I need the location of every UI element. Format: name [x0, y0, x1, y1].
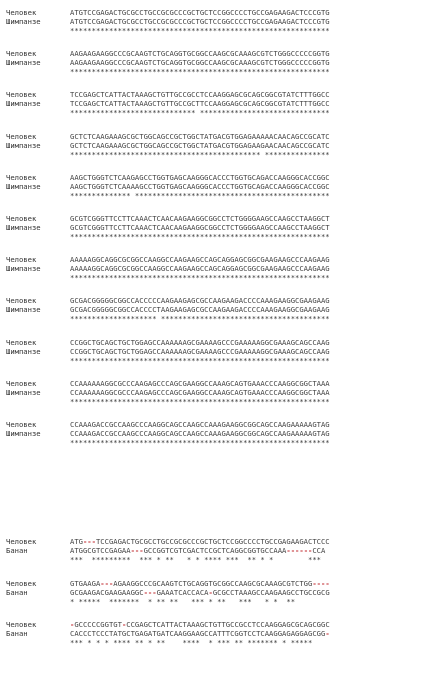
- sequence-text: CCAAAGACCGCCAAGCCCAAGGCAGCCAAGCCAAAGAAGGCGGCAGCCAAGAAAAAGTAG: [70, 429, 330, 438]
- sequence-text: [70, 588, 330, 597]
- sequence-text: AAGAAGAAGGCCCGCAAGTCTGCAGGTGCGGCCAAGCGCAAAGCGTCTGGGCCCCCGGTG: [70, 58, 330, 68]
- sequence-row: [6, 255, 330, 264]
- sequence-text: ATGTCCGAGACTGCGCCTGCCGCGCCCGCTGCTCCGGCCCCTGCCGAGAAGACTCCCGTG: [70, 8, 330, 17]
- species-label: Человек: [6, 214, 37, 223]
- species-label: Человек: [6, 8, 37, 17]
- sequence-row: [6, 388, 330, 397]
- sequence-text: AAGCTGGGTCTCAAAAGCCTGGTGAGCAAGGGCACCCTGGTGCAGACCAAGGGCACCGGC: [70, 181, 330, 191]
- species-label: Шимпанзе: [6, 387, 41, 397]
- alignment-block: [6, 132, 330, 159]
- sequence-text: GCGTCGGGTTCCTTCAAACTCAACAAGAAGGCGGCCTCTGGGGAAGCCAAGCCTAAGGCT: [70, 223, 330, 232]
- alignment-block: [6, 579, 330, 606]
- conservation-row: [6, 438, 330, 447]
- gap-segment: ------: [286, 546, 313, 555]
- sequence-row: [6, 99, 330, 108]
- sequence-text: AAAAAGGCAGGCGCGGCCAAGGCCAAGAAGCCAGCAGGAGCGGCGAAGAAGCCCAAGAAG: [70, 255, 330, 265]
- species-label: Человек: [6, 296, 37, 306]
- sequence-text: CCGGCTGCAGCTGCTGGAGCCAAAAAAGCGAAAAGCCCGAAAAAGGCGAAAGCAGCCAAG: [70, 337, 330, 347]
- conservation-stars: ************** *********************************************: [70, 190, 330, 200]
- conservation-row: [6, 150, 330, 159]
- alignment-block: [6, 338, 330, 365]
- sequence-row: [6, 49, 330, 58]
- conservation-row: [6, 67, 330, 76]
- gap-segment: -: [208, 587, 213, 597]
- species-label: Шимпанзе: [6, 181, 41, 191]
- gap-segment: ----: [312, 578, 330, 588]
- sequence-text: ATGTCCGAGACTGCGCCTGCCGCGCCCGCTGCTCCGGCCCCTGCCGAGAAGACTCCCGTG: [70, 17, 330, 26]
- label-spacer: [6, 555, 70, 564]
- sequence-text: [70, 620, 330, 629]
- sequence-row: [6, 379, 330, 388]
- conservation-row: [6, 555, 330, 564]
- gap-segment: -: [121, 620, 127, 629]
- sequence-row: [6, 579, 330, 588]
- species-label: Шимпанзе: [6, 264, 41, 274]
- sequence-row: [6, 223, 330, 232]
- species-label: Шимпанзе: [6, 346, 41, 356]
- species-label: Шимпанзе: [6, 140, 41, 150]
- sequence-row: [6, 8, 330, 17]
- sequence-row: [6, 90, 330, 99]
- species-label: Банан: [6, 629, 28, 638]
- sequence-segment: CACCCTCCCTATGCTGAGATGATCAAGGAAGCCATTTCGGTCCTCAAGGAGAGGAGCGG: [70, 629, 326, 638]
- sequence-segment: GCCGGTCGTCGACTCCGCTCAGGCGGTGCCAAA: [143, 546, 287, 555]
- sequence-text: [70, 579, 330, 588]
- label-spacer: [6, 438, 70, 447]
- alignment-block: [6, 620, 330, 647]
- conservation-stars: ************************************************************: [70, 438, 330, 447]
- sequence-row: [6, 132, 330, 141]
- conservation-row: [6, 356, 330, 365]
- sequence-row: [6, 305, 330, 314]
- conservation-stars: ***************************** ******************************: [70, 108, 330, 118]
- sequence-segment: GCCCCCGGTGT: [74, 620, 122, 629]
- alignment-block: [6, 214, 330, 241]
- species-label: Человек: [6, 378, 37, 388]
- sequence-text: GCGACGGGGGCGGCCACCCCCAAGAAGAGCGCCAAGAAGACCCCAAAGAAGGCGAAGAAG: [70, 296, 330, 306]
- conservation-stars: ******************************************** ***************: [70, 149, 330, 159]
- alignment-block: [6, 173, 330, 200]
- sequence-segment: GAAATCACCACA: [156, 587, 209, 597]
- species-label: Человек: [6, 90, 37, 100]
- alignment-block: [6, 255, 330, 282]
- sequence-text: CCAAAGACCGCCAAGCCCAAGGCAGCCAAGCCAAAGAAGGCGGCAGCCAAGAAAAAGTAG: [70, 420, 330, 429]
- sequence-segment: TCCGAGACTGCGCCTGCCGCGCCCGCTGCTCCGGCCCCTGCCGAGAAGACTCCC: [95, 537, 330, 546]
- species-label: Человек: [6, 131, 37, 141]
- sequence-row: [6, 173, 330, 182]
- sequence-text: [70, 546, 330, 555]
- sequence-row: [6, 620, 330, 629]
- sequence-row: [6, 214, 330, 223]
- sequence-row: [6, 420, 330, 429]
- conservation-row: [6, 191, 330, 200]
- species-label: Банан: [6, 587, 28, 597]
- sequence-text: TCCGAGCTCATTACTAAAGCTGTTGCCGCTTCCAAGGAGCGCAGCGGCGTATCTTTGGCC: [70, 99, 330, 109]
- sequence-row: [6, 629, 330, 638]
- label-spacer: [6, 232, 70, 241]
- species-label: Шимпанзе: [6, 58, 41, 68]
- sequence-text: CCGGCTGCAGCTGCTGGAGCCAAAAAAGCGAAAAGCCCGAAAAAGGCGAAAGCAGCCAAG: [70, 346, 330, 356]
- label-spacer: [6, 397, 70, 406]
- species-label: Шимпанзе: [6, 17, 41, 26]
- conservation-stars: ************************************************************: [70, 232, 330, 241]
- label-spacer: [6, 597, 70, 606]
- conservation-stars: ************************************************************: [70, 26, 330, 35]
- sequence-text: AAAAAGGCAGGCGCGGCCAAGGCCAAGAAGCCAGCAGGAGCGGCGAAGAAGCCCAAGAAG: [70, 264, 330, 274]
- conservation-row: [6, 108, 330, 117]
- sequence-segment: GTGAAGA: [70, 578, 101, 588]
- conservation-row: [6, 597, 330, 606]
- species-label: Человек: [6, 578, 37, 588]
- sequence-row: [6, 17, 330, 26]
- alignment-block: [6, 420, 330, 447]
- sequence-row: [6, 264, 330, 273]
- alignment-block: [6, 537, 330, 564]
- sequence-text: GCTCTCAAGAAAGCGCTGGCAGCCGCTGGCTATGACGTGGAGAAAAACAACAGCCGCATC: [70, 131, 330, 141]
- gap-segment: ---: [143, 587, 157, 597]
- sequence-segment: GCGCCTAAAGCCAAGAAGCCTGCCGCG: [212, 587, 330, 597]
- sequence-text: CCAAAAAAGGCGCCCAAGAGCCCAGCGAAGGCCAAAGCAGTGAAACCCAAGGCGGCTAAA: [70, 378, 330, 388]
- alignment-block: [6, 8, 330, 35]
- conservation-stars: ************************************************************: [70, 396, 330, 406]
- sequence-text: CCAAAAAAGGCGCCCAAGAGCCCAGCGAAGGCCAAAGCAGTGAAACCCAAGGCGGCTAAA: [70, 387, 330, 397]
- label-spacer: [6, 150, 70, 159]
- conservation-row: [6, 397, 330, 406]
- conservation-row: [6, 232, 330, 241]
- species-label: Человек: [6, 337, 37, 347]
- species-label: Человек: [6, 255, 37, 265]
- species-label: Шимпанзе: [6, 99, 41, 109]
- species-label: Человек: [6, 172, 37, 182]
- sequence-segment: CCA: [312, 546, 326, 555]
- label-spacer: [6, 191, 70, 200]
- sequence-segment: ATG: [70, 537, 83, 546]
- conservation-row: [6, 273, 330, 282]
- alignment-block: [6, 379, 330, 406]
- sequence-segment: GCGAAGACGAAGAAGGC: [70, 587, 144, 597]
- sequence-row: [6, 588, 330, 597]
- sequence-segment: ATGGCGTCCGAGAA: [70, 546, 131, 555]
- conservation-stars: ************************************************************: [70, 355, 330, 365]
- label-spacer: [6, 314, 70, 323]
- gap-segment: ---: [130, 546, 144, 555]
- sequence-row: [6, 338, 330, 347]
- conservation-row: [6, 638, 330, 647]
- conservation-row: [6, 314, 330, 323]
- sequence-row: [6, 141, 330, 150]
- conservation-stars: *** ********* *** * ** * * **** *** ** * * ***: [70, 555, 321, 564]
- sequence-text: [70, 537, 330, 546]
- sequence-row: [6, 429, 330, 438]
- sequence-segment: AGAAGGCCCGCAAGTCTGCAGGTGCGGCCAAGCGCAAAGCGTCTGG: [113, 578, 313, 588]
- conservation-stars: ******************** ***************************************: [70, 314, 330, 324]
- gap-segment: -: [325, 629, 330, 638]
- species-label: Шимпанзе: [6, 429, 41, 438]
- label-spacer: [6, 638, 70, 647]
- label-spacer: [6, 108, 70, 117]
- conservation-stars: * ***** ******* * ** ** *** * ** *** * * **: [70, 596, 296, 606]
- alignment-block: [6, 296, 330, 323]
- species-label: Шимпанзе: [6, 223, 41, 232]
- conservation-stars: ************************************************************: [70, 67, 330, 77]
- label-spacer: [6, 356, 70, 365]
- sequence-text: AAGAAGAAGGCCCGCAAGTCTGCAGGTGCGGCCAAGCGCAAAGCGTCTGGGCCCCCGGTG: [70, 49, 330, 59]
- sequence-text: GCTCTCAAGAAAGCGCTGGCAGCCGCTGGCTATGACGTGGAGAAGAACAACAGCCGCATC: [70, 140, 330, 150]
- sequence-row: [6, 296, 330, 305]
- gap-segment: ---: [82, 537, 96, 546]
- sequence-text: GCGACGGGGGCGGCCACCCCTAAGAAGAGCGCCAAGAAGACCCCAAAGAAGGCGAAGAAG: [70, 305, 330, 315]
- species-label: Человек: [6, 537, 37, 546]
- alignment-block: [6, 49, 330, 76]
- sequence-row: [6, 347, 330, 356]
- conservation-stars: *** * * * **** ** * ** **** * *** ** ******* * *****: [70, 638, 313, 647]
- conservation-stars: ************************************************************: [70, 273, 330, 283]
- sequence-row: [6, 58, 330, 67]
- species-label: Человек: [6, 49, 37, 59]
- sequence-row: [6, 182, 330, 191]
- sequence-text: [70, 629, 330, 638]
- gap-segment: ---: [100, 578, 114, 588]
- sequence-text: AAGCTGGGTCTCAAGAGCCTGGTGAGCAAGGGCACCCTGGTGCAGACCAAGGGCACCGGC: [70, 172, 330, 182]
- sequence-row: [6, 537, 330, 546]
- sequence-text: GCGTCGGGTTCCTTCAAACTCAACAAGAAGGCGGCCTCTGGGGAAGCCAAGCCTAAGGCT: [70, 214, 330, 223]
- gap-segment: -: [70, 620, 75, 629]
- sequence-segment: CCGAGCTCATTACTAAAGCTGTTGCCGCCTCCAAGGAGCGCAGCGGC: [126, 620, 330, 629]
- species-label: Шимпанзе: [6, 305, 41, 315]
- species-label: Человек: [6, 420, 37, 429]
- label-spacer: [6, 273, 70, 282]
- sequence-row: [6, 546, 330, 555]
- sequence-text: TCCGAGCTCATTACTAAAGCTGTTGCCGCCTCCAAGGAGCGCAGCGGCGTATCTTTGGCC: [70, 90, 330, 100]
- label-spacer: [6, 26, 70, 35]
- conservation-row: [6, 26, 330, 35]
- species-label: Человек: [6, 620, 37, 629]
- label-spacer: [6, 67, 70, 76]
- alignment-block: [6, 90, 330, 117]
- species-label: Банан: [6, 546, 28, 555]
